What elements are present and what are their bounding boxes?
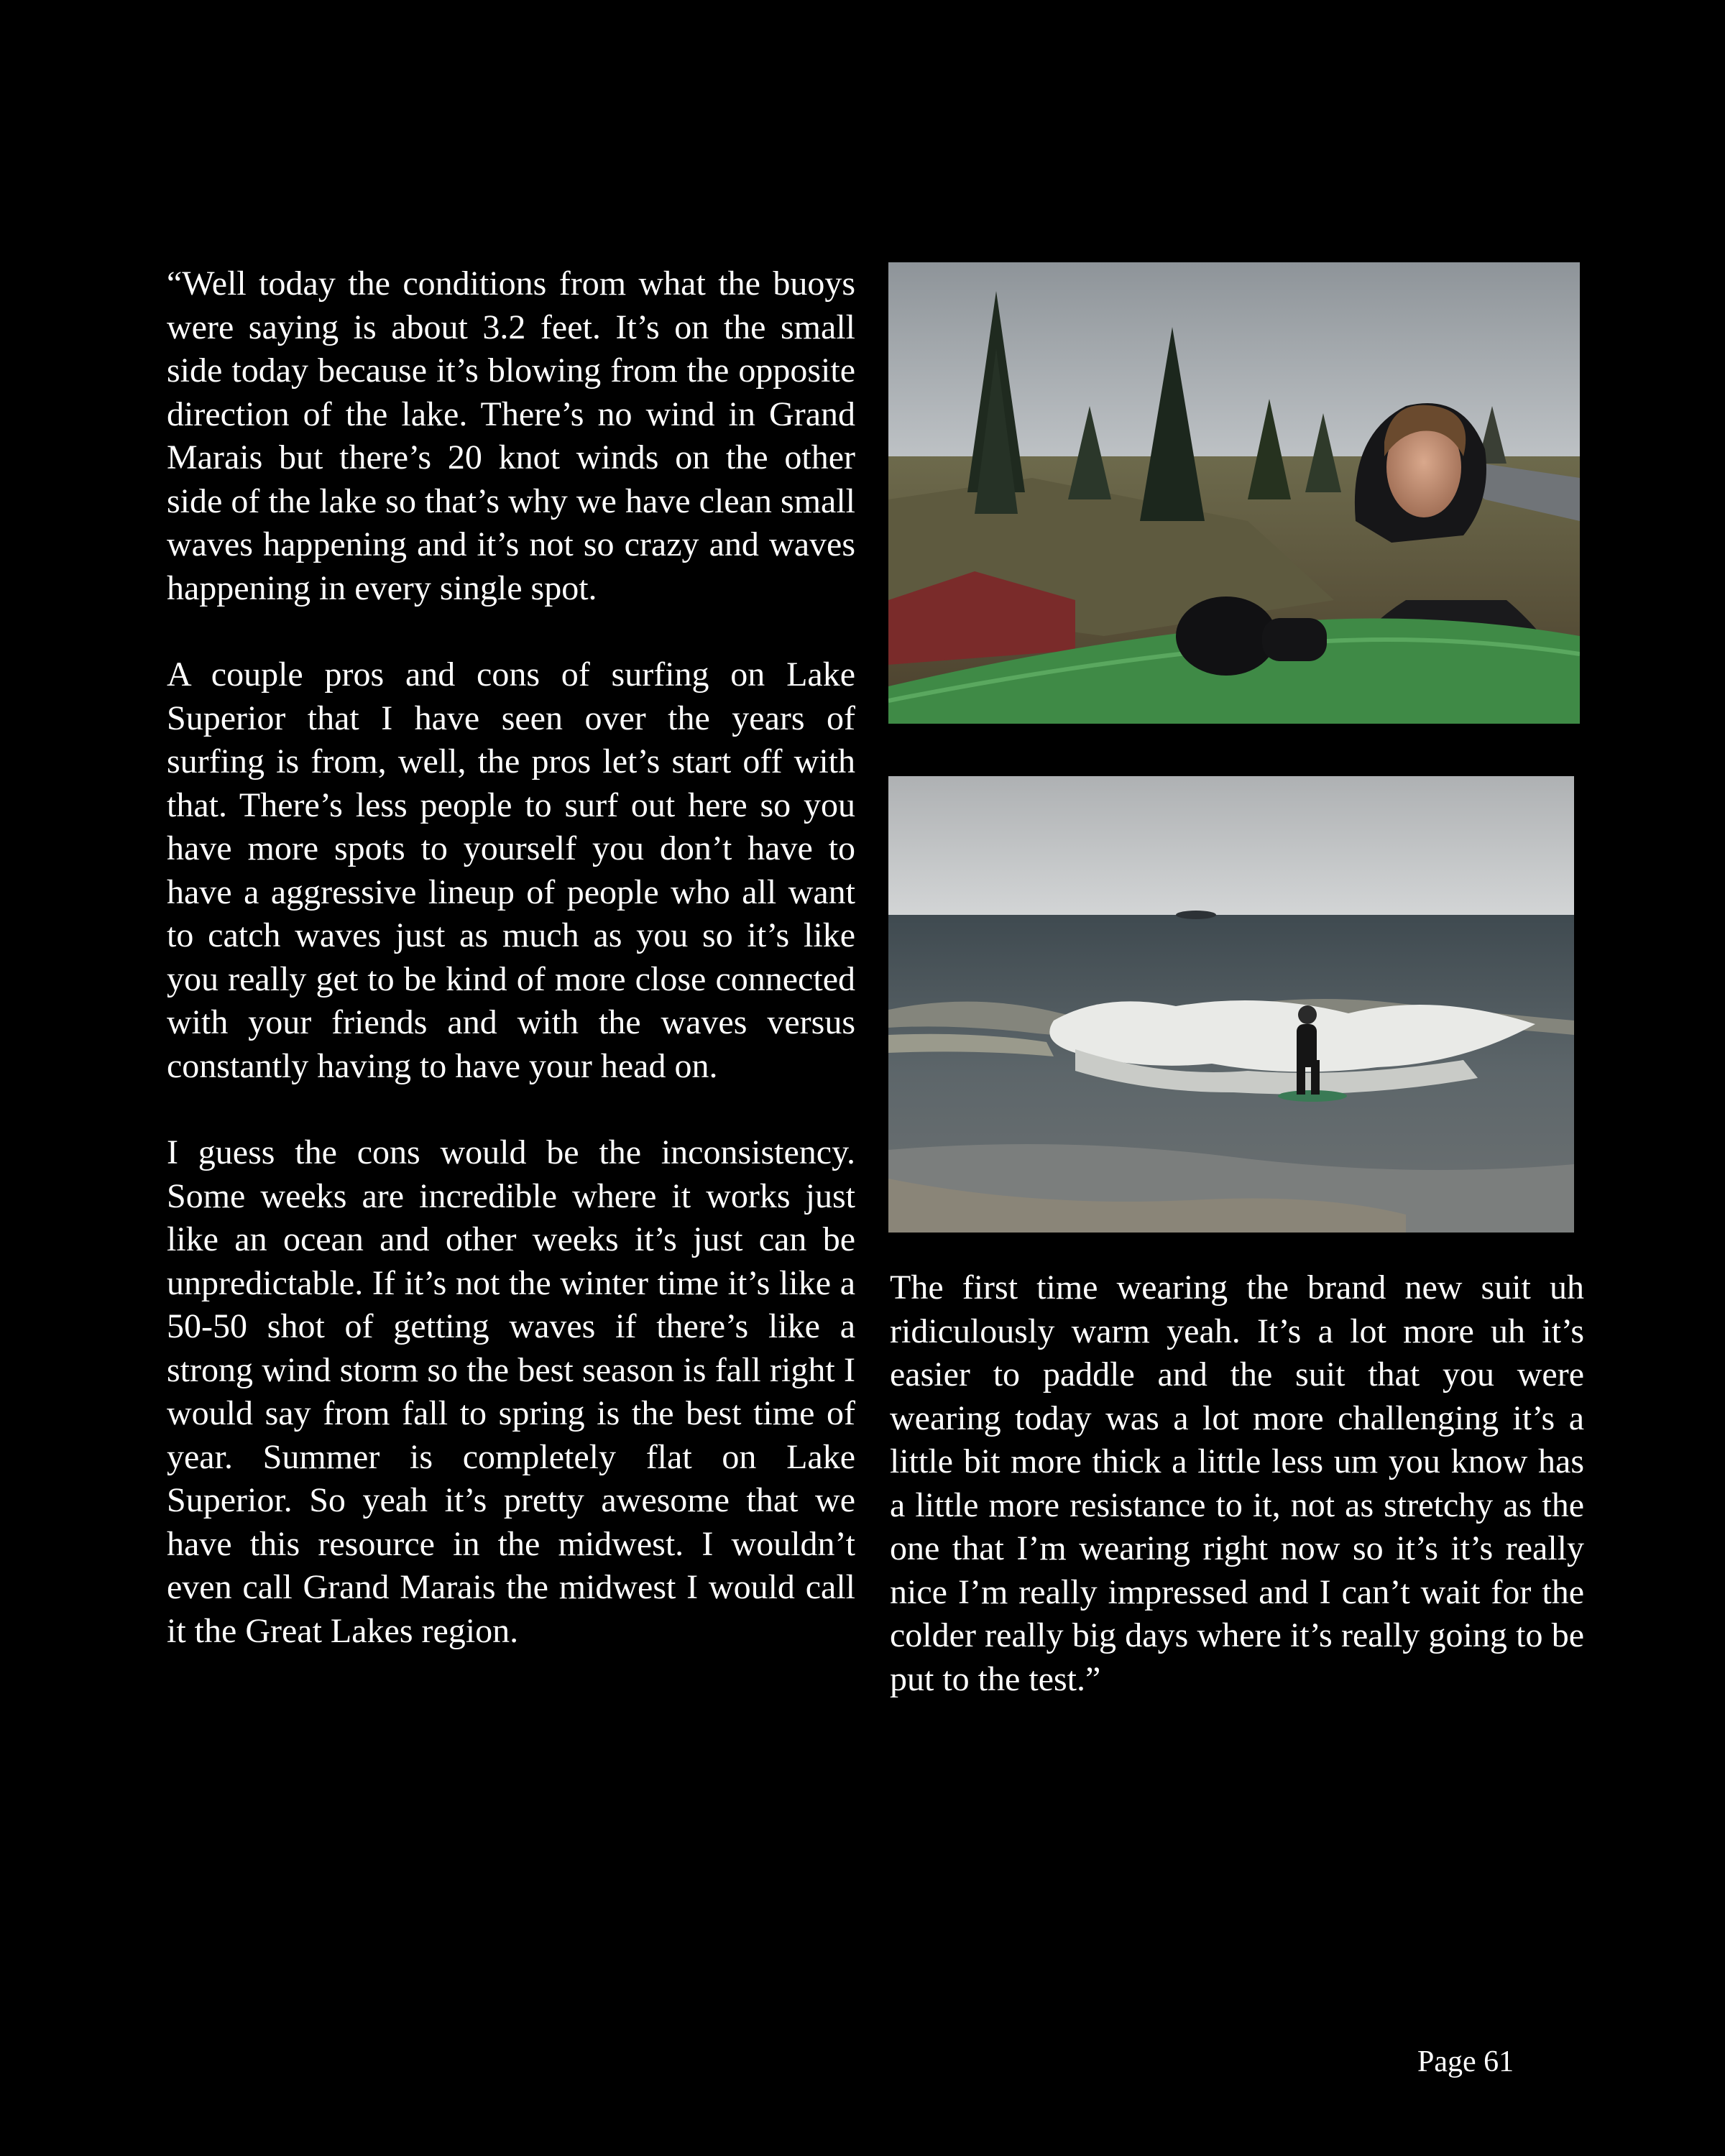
article-right-column [890, 1266, 1584, 1744]
article-left-column [167, 262, 855, 1696]
article-paragraph: I guess the cons would be the inconsistency. Some weeks are incredible where it works just like an ocean and other weeks it’s just can be unpredictable. If it’s not the winter time it’s like a 50-50 shot of getting waves if there’s like a strong wind storm so the best season is fall right I would say from fall to spring is the best time of year. Summer is completely flat on Lake Superior. So yeah it’s pretty awesome that we have this resource in the midwest. I wouldn’t even call Grand Marais the midwest I would call it the Great Lakes region. [167, 1133, 855, 1650]
page-number: Page 61 [1417, 2045, 1514, 2078]
surfer-riding-wave-photo [888, 776, 1574, 1233]
article-paragraph: “Well today the conditions from what the buoys were saying is about 3.2 feet. It’s on the small side today because it’s blowing from the opposite direction of the lake. There’s no wind in Grand Marais but there’s 20 knot winds on the other side of the lake so that’s why we have clean small waves happening and it’s not so crazy and waves happening in every single spot. [167, 264, 855, 607]
article-paragraph: The first time wearing the brand new suit uh ridiculously warm yeah. It’s a lot more uh it’s easier to paddle and the suit that you were wearing today was a lot more challenging it’s a little bit more thick a little less um you know has a little more resistance to it, not as stretchy as the one that I’m wearing right now so it’s it’s really nice I’m really impressed and I can’t wait for the colder really big days where it’s really going to be put to the test.” [890, 1268, 1584, 1698]
article-paragraph: A couple pros and cons of surfing on Lake Superior that I have seen over the years of surfing is from, well, the pros let’s start off with that. There’s less people to surf out here so you have more spots to yourself you don’t have to have a aggressive lineup of people who all want to catch waves just as much as you so it’s like you really get to be kind of more close connected with your friends and with the waves versus constantly having to have your head on. [167, 655, 855, 1085]
surfer-portrait-photo [888, 262, 1580, 724]
